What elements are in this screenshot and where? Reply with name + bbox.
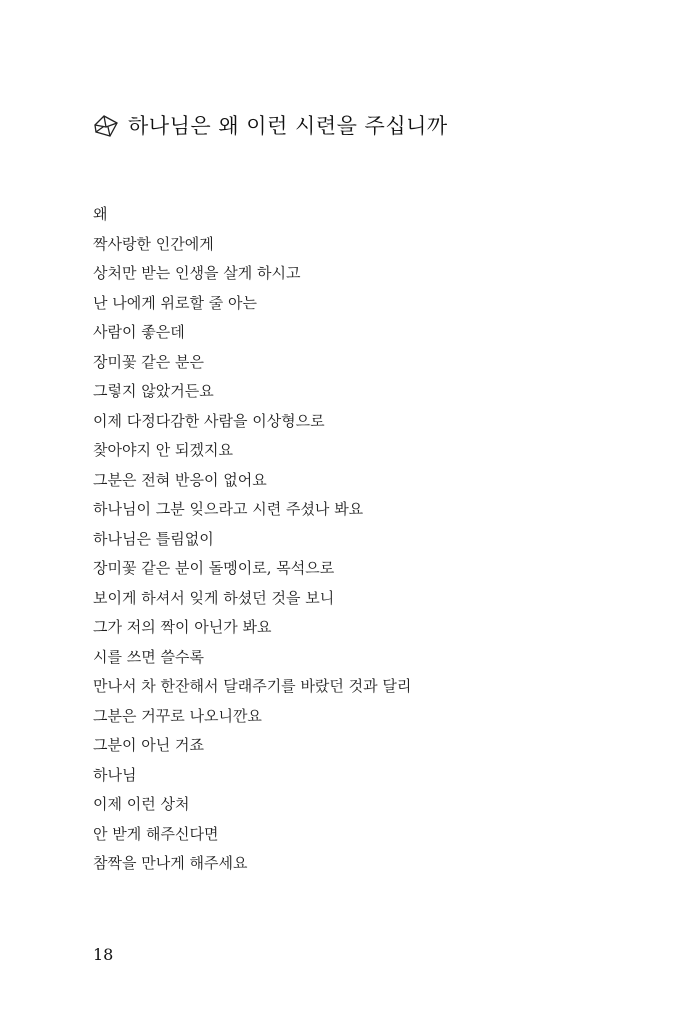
poem-line: 왜 (93, 205, 108, 223)
poem-title (92, 112, 448, 140)
poem-line: 이제 다정다감한 사람을 이상형으로 (93, 411, 325, 430)
poem-line: 장미꽃 같은 분이 돌멩이로, 목석으로 (93, 559, 335, 577)
poem-line: 그렇지 않았거든요 (93, 382, 214, 400)
page-number: 18 (93, 945, 114, 964)
poem-line: 안 받게 해주신다면 (93, 824, 219, 843)
poem-line: 짝사랑한 인간에게 (93, 234, 214, 253)
envelope-icon (92, 112, 120, 140)
poem-line: 장미꽃 같은 분은 (93, 352, 204, 371)
poem-line: 그분이 아닌 거죠 (93, 736, 204, 754)
poem-line: 그분은 전혀 반응이 없어요 (93, 470, 267, 489)
poem-line: 하나님은 틀림없이 (93, 529, 214, 548)
poem-line: 난 나에게 위로할 줄 아는 (93, 293, 257, 312)
poem-line: 찾아야지 안 되겠지요 (93, 441, 233, 459)
poem-line: 보이게 하셔서 잊게 하셨던 것을 보니 (93, 588, 335, 607)
poem-line: 사람이 좋은데 (93, 323, 185, 341)
poem-line: 하나님 (93, 765, 137, 784)
poem-line: 이제 이런 상처 (93, 795, 190, 813)
poem-body (93, 203, 411, 882)
poem-title-text: 하나님은 왜 이런 시련을 주십니까 (128, 114, 448, 138)
poem-line: 시를 쓰면 쓸수록 (93, 647, 204, 666)
poem-line: 참짝을 만나게 해주세요 (93, 854, 248, 872)
poem-line: 만나서 차 한잔해서 달래주기를 바랐던 것과 달리 (93, 677, 412, 695)
poem-line: 그가 저의 짝이 아닌가 봐요 (93, 618, 272, 636)
poem-line: 상처만 받는 인생을 살게 하시고 (93, 264, 301, 282)
poem-line: 하나님이 그분 잊으라고 시련 주셨나 봐요 (93, 500, 364, 518)
poem-line: 그분은 거꾸로 나오니깐요 (93, 706, 262, 725)
